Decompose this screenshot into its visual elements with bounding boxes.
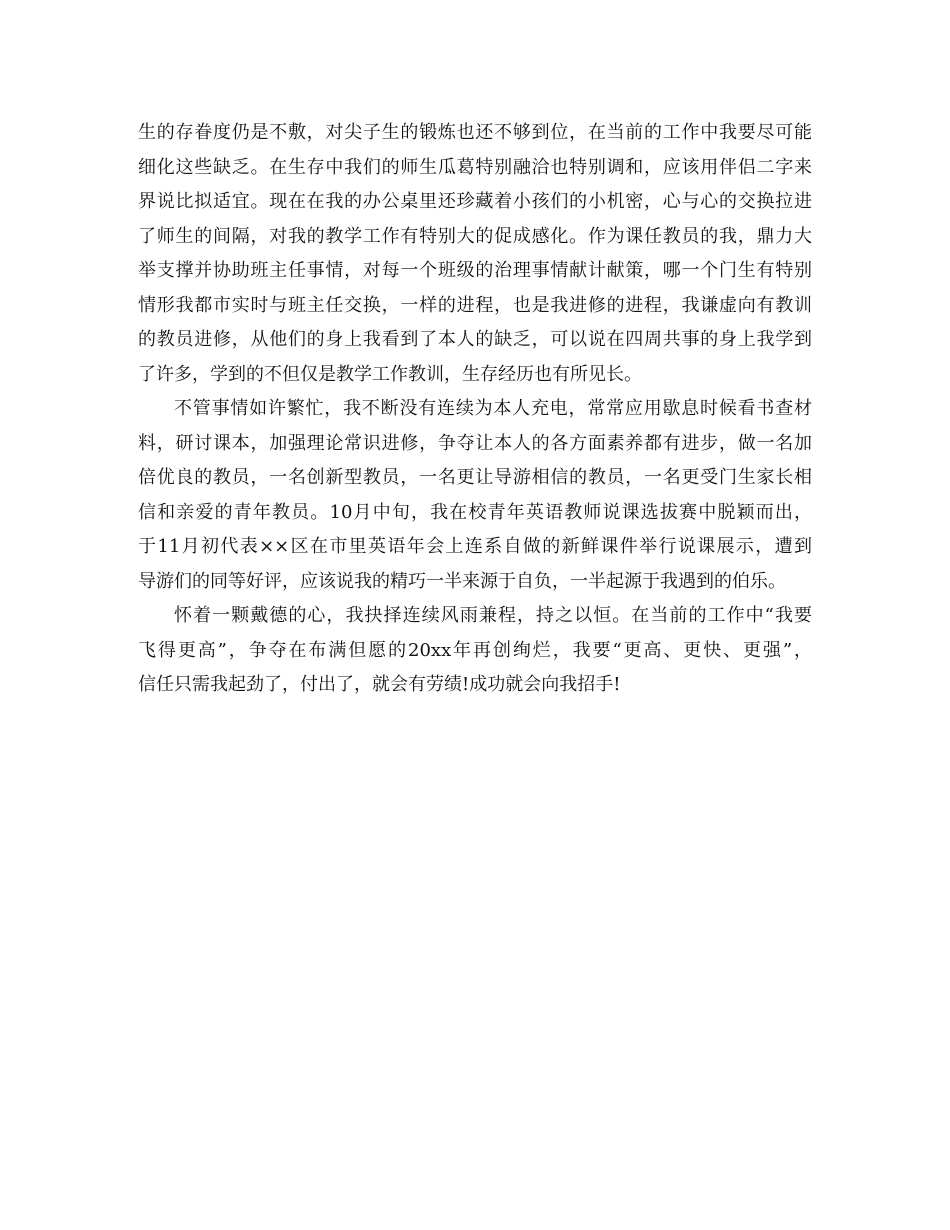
text-line: 情形我都市实时与班主任交换，一样的进程，也是我进修的进程，我谦虚向有教训 — [138, 294, 812, 316]
paragraph-1 — [138, 116, 812, 392]
text-line: 细化这些缺乏。在生存中我们的师生瓜葛特别融洽也特别调和，应该用伴侣二字来 — [138, 156, 812, 178]
text-line: 于11月初代表××区在市里英语年会上连系自做的新鲜课件举行说课展示，遭到 — [138, 536, 812, 557]
text-line: 生的存眷度仍是不敷，对尖子生的锻炼也还不够到位，在当前的工作中我要尽可能 — [138, 122, 812, 143]
body-text — [138, 116, 812, 703]
text-line: 了许多，学到的不但仅是教学工作教训，生存经历也有所见长。 — [138, 363, 642, 385]
text-line: 了师生的间隔，对我的教学工作有特别大的促成感化。作为课任教员的我，鼎力大 — [138, 225, 812, 247]
text-line: 不管事情如许繁忙，我不断没有连续为本人充电，常常应用歇息时候看书查材 — [174, 398, 812, 419]
text-line: 怀着一颗戴德的心，我抉择连续风雨兼程，持之以恒。在当前的工作中“我要 — [174, 605, 812, 626]
text-line: 信任只需我起劲了，付出了，就会有劳绩!成功就会向我招手! — [138, 674, 621, 695]
text-line: 信和亲爱的青年教员。10月中旬，我在校青年英语教师说课选拔赛中脱颖而出， — [138, 501, 812, 523]
text-line: 界说比拟适宜。现在在我的办公桌里还珍藏着小孩们的小机密，心与心的交换拉进 — [138, 191, 812, 212]
text-line: 举支撑并协助班主任事情，对每一个班级的治理事情献计献策，哪一个门生有特别 — [138, 260, 812, 281]
text-line: 飞得更高”，争夺在布满但愿的20xx年再创绚烂，我要“更高、更快、更强”， — [138, 639, 812, 661]
text-line: 的教员进修，从他们的身上我看到了本人的缺乏，可以说在四周共事的身上我学到 — [138, 329, 812, 350]
paragraph-2 — [138, 392, 812, 599]
text-line: 倍优良的教员，一名创新型教员，一名更让导游相信的教员，一名更受门生家长相 — [138, 467, 812, 488]
text-line: 导游们的同等好评，应该说我的精巧一半来源于自负，一半起源于我遇到的伯乐。 — [138, 570, 786, 592]
paragraph-3 — [138, 599, 812, 703]
text-line: 料，研讨课本，加强理论常识进修，争夺让本人的各方面素养都有进步，做一名加 — [138, 432, 812, 454]
